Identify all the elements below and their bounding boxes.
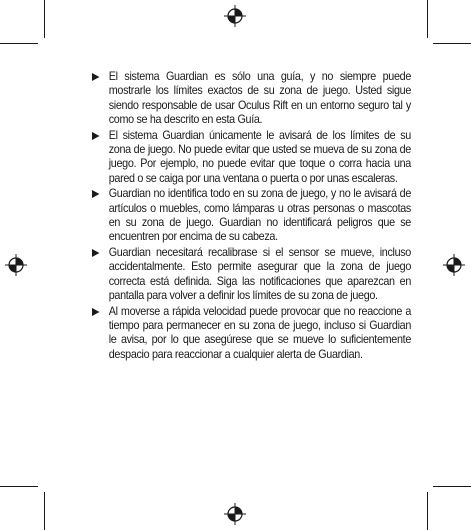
registration-mark-bottom-icon [224, 503, 246, 525]
list-item [92, 305, 411, 363]
crop-mark-right-top [433, 43, 471, 44]
list-item [92, 70, 411, 128]
bullet-arrow-icon [92, 249, 99, 257]
registration-mark-right-icon [443, 254, 465, 276]
bullet-text: Guardian no identifica todo en su zona de juego, y no le avisará de artículos o muebles, como lámparas u otras personas o mascotas en su zona de juego. Guardian no identificará peligros que se encuentren por encima de su cabeza. [108, 187, 411, 244]
crop-mark-bottom-left [44, 492, 45, 530]
bullet-list [92, 70, 411, 362]
bullet-text: El sistema Guardian únicamente le avisará de los límites de su zona de juego. No puede evitar que usted se mueva de su zona de juego. Por ejemplo, no puede evitar que toque o corra hacia una pared o se caiga por una ventana o puerta o por unas escaleras. [108, 128, 411, 185]
bullet-arrow-icon [92, 308, 99, 316]
registration-mark-top-icon [224, 5, 246, 27]
list-item [92, 246, 411, 304]
bullet-arrow-icon [92, 132, 99, 140]
safety-notes [92, 70, 411, 363]
bullet-text: El sistema Guardian es sólo una guía, y no siempre puede mostrarle los límites exactos de su zona de juego. Usted sigue siendo responsable de usar Oculus Rift en un entorno seguro tal y como se ha descrito en esta Guía. [108, 70, 411, 127]
bullet-arrow-icon [92, 73, 99, 81]
list-item [92, 129, 411, 187]
crop-mark-left-top [0, 43, 38, 44]
list-item [92, 187, 411, 245]
crop-mark-bottom-right [427, 492, 428, 530]
crop-mark-left-bottom [0, 486, 38, 487]
registration-mark-left-icon [5, 254, 27, 276]
bullet-text: Guardian necesitará recalibrase si el sensor se mueve, incluso accidentalmente. Esto permite asegurar que la zona de juego correcta está definida. Siga las notificaciones que aparezcan en pantalla para volver a definir los límites de su zona de juego. [108, 245, 411, 303]
crop-mark-right-bottom [433, 486, 471, 487]
bullet-text: Al moverse a rápida velocidad puede provocar que no reaccione a tiempo para permanecer en su zona de juego, incluso si Guardian le avisa, por lo que asegúrese que se mueve lo suficientemente despacio para reaccionar a cualquier alerta de Guardian. [108, 304, 411, 361]
bullet-arrow-icon [92, 190, 99, 198]
crop-mark-top-left [44, 0, 45, 38]
crop-mark-top-right [427, 0, 428, 38]
